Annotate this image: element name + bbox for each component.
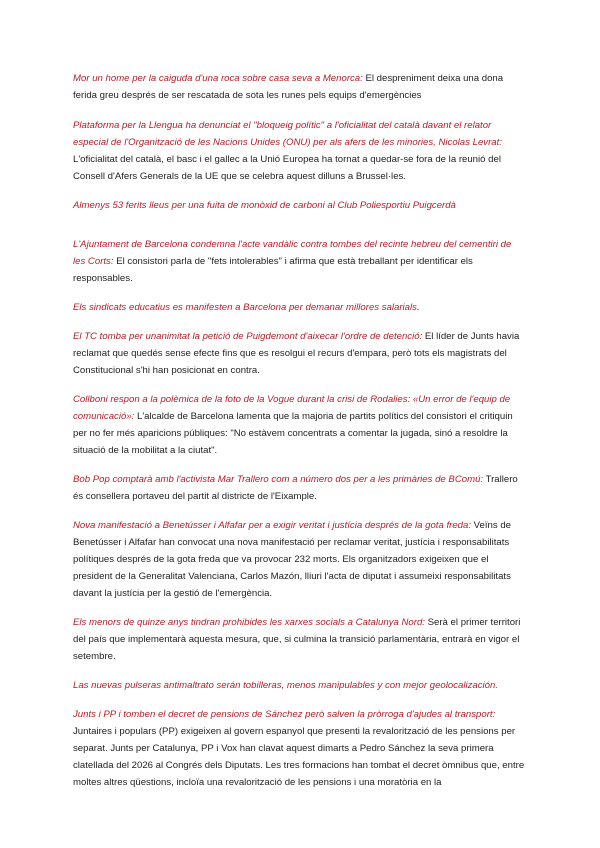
news-headline: Nova manifestació a Benetússer i Alfafar per a exigir veritat i justícia després de la gota freda: (73, 520, 471, 531)
news-headline: Els sindicats educatius es manifesten a Barcelona per demanar millores salarials. (73, 302, 420, 313)
news-headline: Junts i PP i tomben el decret de pensions de Sánchez però salven la pròrroga d'ajudes al transport: (73, 709, 496, 720)
news-item (73, 299, 526, 316)
news-headline: Las nuevas pulseras antimaltrato serán tobilleras, menos manipulables y con mejor geolocalización. (73, 680, 499, 691)
news-headline: Collboni respon a la polèmica de la foto de la Vogue durant la crisi de Rodalies: «Un error de l'equip de comunicació»: (73, 394, 511, 422)
news-body: L'oficialitat del català, el basc i el gallec a la Unió Europea ha tornat a quedar-se fora de la reunió del Consell d'Afers Generals de la UE que se celebra aquest dilluns a Brussel·les. (73, 154, 501, 182)
news-headline: Almenys 53 ferits lleus per una fuita de monòxid de carboni al Club Poliesportiu Puigcerdà (73, 200, 456, 211)
news-item (73, 236, 526, 287)
news-item (73, 391, 526, 459)
news-item (73, 614, 526, 665)
news-headline: Bob Pop comptarà amb l'activista Mar Trallero com a número dos per a les primàries de BComú: (73, 474, 484, 485)
news-headline: Els menors de quinze anys tindran prohibides les xarxes socials a Catalunya Nord: (73, 617, 425, 628)
news-body: Serà el primer territori del país que implementarà aquesta mesura, que, si culmina la transició parlamentària, entrarà en vigor el setembre. (73, 617, 521, 662)
news-item (73, 471, 526, 505)
news-body: Trallero és consellera portaveu del partit al districte de l'Eixample. (73, 474, 518, 502)
news-item (73, 706, 526, 791)
news-headline: Plataforma per la Llengua ha denunciat el "bloqueig polític" a l'oficialitat del català davant el relator especial de l'Organització de les Nacions Unides (ONU) per als afers de les minories, Nicolas Levrat: (73, 120, 502, 148)
news-body: L'alcalde de Barcelona lamenta que la majoria de partits polítics del consistori el critiquin per no fer més aparicions públiques: "No estàvem concentrats a comentar la jugada, sinó a resoldre la situació de la mobilitat a la ciutat". (73, 411, 513, 456)
news-headline: L'Ajuntament de Barcelona condemna l'acte vandàlic contra tombes del recinte hebreu del cementiri de les Corts: (73, 239, 512, 267)
news-body: El líder de Junts havia reclamat que quedés sense efecte fins que es resolgui el recurs d'empara, però tots els magistrats del Constitucional s'hi han posicionat en contra. (73, 331, 520, 376)
news-item (73, 517, 526, 602)
news-item (73, 197, 526, 214)
news-item (73, 677, 526, 694)
news-item (73, 117, 526, 185)
news-body: Veïns de Benetússer i Alfafar han convocat una nova manifestació per reclamar veritat, justícia i responsabilitats polítiques després de la gota freda que va provocar 232 morts. Els organitzadors exigeixen que el president de la Generalitat Valenciana, Carlos Mazón, lliuri l'acta de diputat i assumeixi responsabilitats davant la justícia per la gestió de l'emergència. (73, 520, 512, 599)
news-body: El consistori parla de "fets intolerables" i afirma que està treballant per identificar els responsables. (73, 256, 473, 284)
news-headline: El TC tomba per unanimitat la petició de Puigdemont d'aixecar l'ordre de detenció: (73, 331, 423, 342)
news-body: El despreniment deixa una dona ferida greu després de ser rescatada de sota les runes pels equips d'emergències (73, 73, 504, 101)
news-headline: Mor un home per la caiguda d'una roca sobre casa seva a Menorca: (73, 73, 363, 84)
news-item (73, 328, 526, 379)
news-item (73, 70, 526, 104)
news-body: Juntaires i populars (PP) exigeixen al govern espanyol que presenti la revalorització de les pensions per separat. Junts per Catalunya, PP i Vox han clavat aquest dimarts a Pedro Sánchez la seva primera clatellada del 2026 al Congrés dels Diputats. Les tres formacions han tombat el decret òmnibus que, entre moltes altres qüestions, incloïa una revalorització de les pensions i una moratòria en la (73, 726, 525, 788)
